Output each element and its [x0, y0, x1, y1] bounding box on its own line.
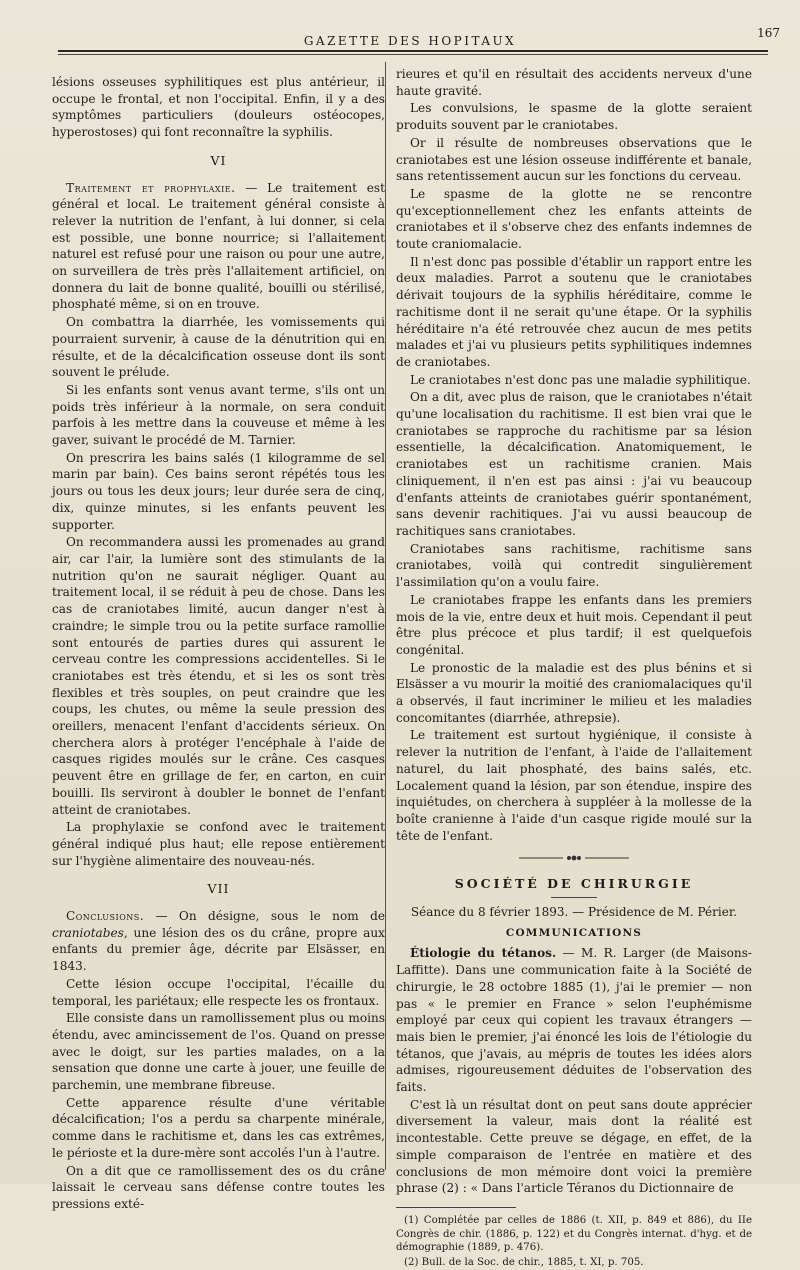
- paragraph: C'est là un résultat dont on peut sans doute apprécier diversement la valeur, mais dont la réalité est incontestable. Cette preuve se dégage, en effet, de la simple comparaison de l'entrée en matière et des conclusions de mon mémoire dont voici la première phrase (2) : « Dans l'article Téranos du Dictionnaire de: [396, 1097, 752, 1196]
- column-divider: [385, 62, 386, 1170]
- italic-term: craniotabes: [52, 925, 124, 940]
- paragraph: [52, 180, 385, 314]
- paragraph: Les convulsions, le spasme de la glotte seraient produits souvent par le craniotabes.: [396, 101, 752, 133]
- paragraph: On recommandera aussi les promenades au grand air, car l'air, la lumière sont des stimulants de la nutrition qu'on ne saurait négliger. Quant au traitement local, il se réduit à peu de chose. Dans les cas de craniotabes limité, aucun danger n'est à craindre; le simple trou ou la petite surface ramollie sont entourés de parties dures qui assurent le cerveau contre les compressions accidentelles. Si le craniotabes est très étendu, et si les os sont très flexibles et très souples, on peut craindre que les coups, les chutes, ou même la seule pression des oreillers, menacent l'enfant d'accidents sérieux. On cherchera alors à protéger l'encéphale à l'aide de casques rigides moulés sur le crâne. Ces casques peuvent être en grillage de fer, en carton, en cuir bouilli. Ils serviront à doubler le bonnet de l'enfant atteint de craniotabes.: [52, 535, 385, 817]
- seance-line: Séance du 8 février 1893. — Présidence de M. Périer.: [410, 905, 738, 920]
- paragraph-lead: Conclusions.: [66, 909, 145, 924]
- paragraph: La prophylaxie se confond avec le traitement général indiqué plus haut; elle repose entièrement sur l'hygiène alimentaire des nouveau-nés.: [52, 820, 385, 868]
- title-rule: [551, 897, 597, 898]
- paragraph: rieures et qu'il en résultait des accidents nerveux d'une haute gravité.: [396, 67, 752, 98]
- paragraph: Cette lésion occupe l'occipital, l'écaille du temporal, les pariétaux; elle respecte les os frontaux.: [52, 976, 385, 1008]
- paragraph: [52, 908, 385, 975]
- communications-heading: COMMUNICATIONS: [505, 926, 643, 939]
- paragraph-lead: Traitement et prophylaxie.: [66, 180, 236, 195]
- running-title: GAZETTE DES HOPITAUX: [303, 34, 517, 48]
- paragraph-text: — On désigne, sous le nom de: [144, 909, 385, 924]
- paragraph: Or il résulte de nombreuses observations que le craniotabes est une lésion osseuse indifférente et banale, sans retentissement aucun sur les fonctions du cerveau.: [396, 135, 752, 184]
- footnote-1: (1) Complétée par celles de 1886 (t. XII, p. 849 et 886), du IIe Congrès de chir. (1886, p. 122) et du Congrès internat. d'hyg. et de démographie (1889, p. 476).: [396, 1215, 752, 1253]
- paragraph: Le craniotabes frappe les enfants dans les premiers mois de la vie, entre deux et huit mois. Cependant il peut être plus précoce et plus tardif; il est quelquefois congénital.: [396, 592, 752, 657]
- section-heading-vi: VI: [210, 152, 227, 168]
- paragraph: lésions osseuses syphilitiques est plus antérieur, il occupe le frontal, et non l'occipital. Enfin, il y a des symptômes particuliers (douleurs ostéocopes, hyperostoses) qui font reconnaître la syphilis.: [52, 75, 385, 140]
- paragraph: Si les enfants sont venus avant terme, s'ils ont un poids très inférieur à la normale, on sera conduit parfois à les mettre dans la couveuse et même à les gaver, suivant le procédé de M. Tarnier.: [52, 382, 385, 448]
- paragraph: Cette apparence résulte d'une véritable décalcification; l'os a perdu sa charpente minérale, comme dans le rachitisme et, dans les cas extrêmes, le périoste et la dure-mère sont accolés l'un à l'autre.: [52, 1095, 385, 1160]
- paragraph: Il n'est donc pas possible d'établir un rapport entre les deux maladies. Parrot a soutenu que le craniotabes dérivait toujours de la syphilis héréditaire, comme le rachitisme dont il ne serait qu'une étape. Or la syphilis héréditaire n'a été retrouvée chez aucun de mes petits malades et j'ai vu plusieurs petits syphilitiques indemnes de craniotabes.: [396, 254, 752, 369]
- paragraph: On a dit que ce ramollissement des os du crâne laissait le cerveau sans défense contre toutes les pressions exté-: [52, 1163, 385, 1211]
- ornament-divider: [519, 854, 629, 862]
- paragraph: Le craniotabes n'est donc pas une maladie syphilitique.: [410, 372, 751, 387]
- header-rule: [58, 50, 768, 52]
- paragraph: Craniotabes sans rachitisme, rachitisme sans craniotabes, voilà qui contredit singulièrement l'assimilation qu'on a voulu faire.: [396, 541, 752, 590]
- section-title-societe: SOCIÉTÉ DE CHIRURGIE: [454, 876, 694, 892]
- page-header: [60, 26, 780, 50]
- paragraph-text: — M. R. Larger (de Maisons-Laffitte). Dans une communication faite à la Société de chirurgie, le 28 octobre 1885 (1), j'ai le premier — non pas « le premier en France » selon l'euphémisme employé par ceux qui copient les travaux étrangers — mais bien le premier, j'ai énoncé les lois de l'étiologie du tétanos, que j'avais, au mépris de toutes les idées alors admises, rigoureusement déduites de l'observation des faits.: [396, 946, 752, 1095]
- paragraph: Le traitement est surtout hygiénique, il consiste à relever la nutrition de l'enfant, à l'aide de l'allaitement naturel, du lait phosphaté, des bains salés, etc. Localement quand la lésion, par son étendue, inspire des inquiétudes, on cherchera à suppléer à la mollesse de la boîte cranienne à l'aide d'un casque rigide moulé sur la tête de l'enfant.: [396, 728, 752, 843]
- paragraph: On a dit, avec plus de raison, que le craniotabes n'était qu'une localisation du rachitisme. Il est bien vrai que le craniotabes se rapproche du rachitisme par sa lésion essentielle, la décalcification. Anatomiquement, le craniotabes est un rachitisme cranien. Mais cliniquement, il n'en est pas ainsi : j'ai vu beaucoup d'enfants atteints de craniotabes guérir spontanément, sans devenir rachitiques. J'ai vu aussi beaucoup de rachitiques sans craniotabes.: [396, 390, 752, 538]
- paragraph: Elle consiste dans un ramollissement plus ou moins étendu, avec amincissement de l'os. Quand on presse avec le doigt, sur les parties malades, on a la sensation que donne une carte à jouer, une feuille de parchemin, une membrane fibreuse.: [52, 1011, 385, 1093]
- paragraph-text: — Le traitement est général et local. Le traitement général consiste à relever la nutrition de l'enfant, à lui donner, si cela est possible, une bonne nourrice; si l'allaitement naturel est refusé pour une raison ou pour une autre, on surveillera de très près l'allaitement artificiel, on donnera du lait de bonne qualité, bouilli ou stérilisé, phosphaté même, si on en trouve.: [52, 180, 385, 312]
- paragraph: On combattra la diarrhée, les vomissements qui pourraient survenir, à cause de la dénutrition qui en résulte, et de la décalcification osseuse dont ils sont souvent le prélude.: [52, 315, 385, 380]
- left-column: [52, 74, 385, 1214]
- section-heading-vii: VII: [207, 881, 230, 897]
- page-number: 167: [757, 26, 780, 40]
- paragraph-text: , une lésion des os du crâne, propre aux enfants du premier âge, décrite par Elsässer, en 1843.: [52, 925, 385, 974]
- footnote-2: (2) Bull. de la Soc. de chir., 1885, t. XI, p. 705.: [404, 1256, 644, 1268]
- paragraph: [396, 945, 752, 1095]
- header-rule-thin: [58, 54, 768, 55]
- right-column: [396, 66, 752, 1270]
- footnote-rule: [396, 1207, 516, 1208]
- paragraph: On prescrira les bains salés (1 kilogramme de sel marin par bain). Ces bains seront répétés tous les jours ou tous les deux jours; leur durée sera de cinq, dix, quinze minutes, si les enfants peuvent les supporter.: [52, 450, 385, 532]
- article-title: Étiologie du tétanos.: [410, 946, 557, 961]
- paragraph: Le spasme de la glotte ne se rencontre qu'exceptionnellement chez les enfants atteints de craniotabes et il s'observe chez des enfants indemnes de toute craniomalacie.: [396, 186, 752, 252]
- paragraph: Le pronostic de la maladie est des plus bénins et si Elsässer a vu mourir la moitié des craniomalaciques qu'il a observés, il faut incriminer le milieu et les maladies concomitantes (diarrhée, athrepsie).: [396, 660, 752, 725]
